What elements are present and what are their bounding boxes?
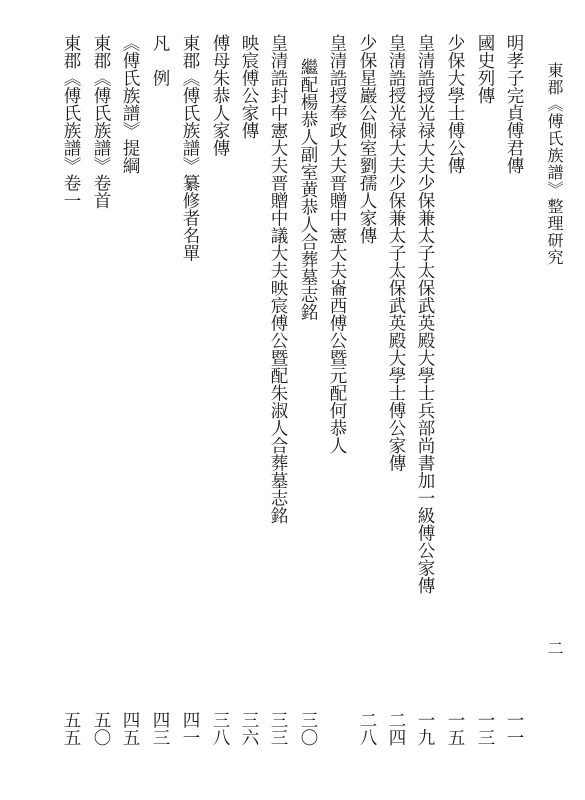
toc-entry-title: 皇清誥授奉政大夫晋贈中憲大夫崙西傅公暨元配何恭人	[327, 34, 347, 454]
toc-entry[interactable]	[502, 34, 526, 746]
toc-entry[interactable]	[148, 34, 172, 746]
toc-entry[interactable]	[208, 34, 232, 746]
toc-entry-title: 國史列傳	[475, 34, 495, 104]
toc-entry[interactable]	[266, 34, 290, 746]
toc-entry-page: 一九	[415, 711, 435, 746]
toc-entry-page: 二四	[386, 711, 406, 746]
toc-entry[interactable]	[178, 34, 202, 746]
toc-entry-title: 皇清誥授光禄大夫少保兼太子太保武英殿大學士兵部尚書加一級傅公家傳	[415, 34, 435, 594]
toc-entry-page: 一五	[445, 711, 465, 746]
toc-entry-title: 繼配楊恭人副室黄恭人合葬墓志銘	[298, 58, 318, 321]
running-header: 東郡《傅氏族譜》整理研究	[545, 62, 564, 266]
toc-entry-title: 皇清誥封中憲大夫晋贈中議大夫映宸傅公暨配朱淑人合葬墓志銘	[268, 34, 288, 524]
toc-entry-page: 四五	[120, 711, 140, 746]
toc-entry-title: 少保大學士傅公傳	[445, 34, 465, 174]
toc-entry-page: 五五	[61, 711, 81, 746]
toc-entry-title: 傅母朱恭人家傳	[210, 34, 230, 157]
toc-entry-page: 一三	[475, 711, 495, 746]
toc-entry-title: 皇清誥授光禄大夫少保兼太子太保武英殿大學士傅公家傳	[386, 34, 406, 472]
toc-entry-title: 明孝子完貞傅君傳	[504, 34, 524, 174]
toc-entry-page: 三三	[268, 711, 288, 746]
toc-entry[interactable]	[443, 34, 467, 746]
toc-entry-page: 二八	[357, 711, 377, 746]
toc-entry-title: 東郡《傅氏族譜》卷首	[91, 34, 111, 209]
toc-entry[interactable]	[384, 34, 408, 746]
toc-entry-page: 一一	[504, 711, 524, 746]
toc-entry-title: 東郡《傅氏族譜》卷一	[61, 34, 81, 209]
toc-entry-title: 少保星巖公側室劉孺人家傳	[357, 34, 377, 244]
toc-entry-page: 三八	[210, 711, 230, 746]
toc-entry[interactable]	[473, 34, 497, 746]
page-number: 二	[545, 640, 564, 656]
toc-entry[interactable]	[118, 34, 142, 746]
toc-entry-page: 三六	[239, 711, 259, 746]
toc-entry-page: 三〇	[298, 711, 318, 746]
toc-entry[interactable]	[237, 34, 261, 746]
toc-entry-page: 四三	[150, 711, 170, 746]
toc-entry[interactable]	[296, 34, 320, 746]
toc-entry[interactable]	[59, 34, 83, 746]
toc-entry[interactable]	[413, 34, 437, 746]
toc-entry[interactable]	[355, 34, 379, 746]
toc-entry-title: 凡 例	[150, 34, 170, 87]
toc-entry[interactable]	[325, 34, 349, 746]
toc-entry-page: 四一	[180, 711, 200, 746]
toc-entry-title: 東郡《傅氏族譜》纂修者名單	[180, 34, 200, 262]
toc-entry-title: 映宸傅公家傳	[239, 34, 259, 139]
toc-entry-page: 五〇	[91, 711, 111, 746]
toc-entry-title: 《傅氏族譜》提綱	[120, 34, 140, 174]
toc-entry[interactable]	[89, 34, 113, 746]
